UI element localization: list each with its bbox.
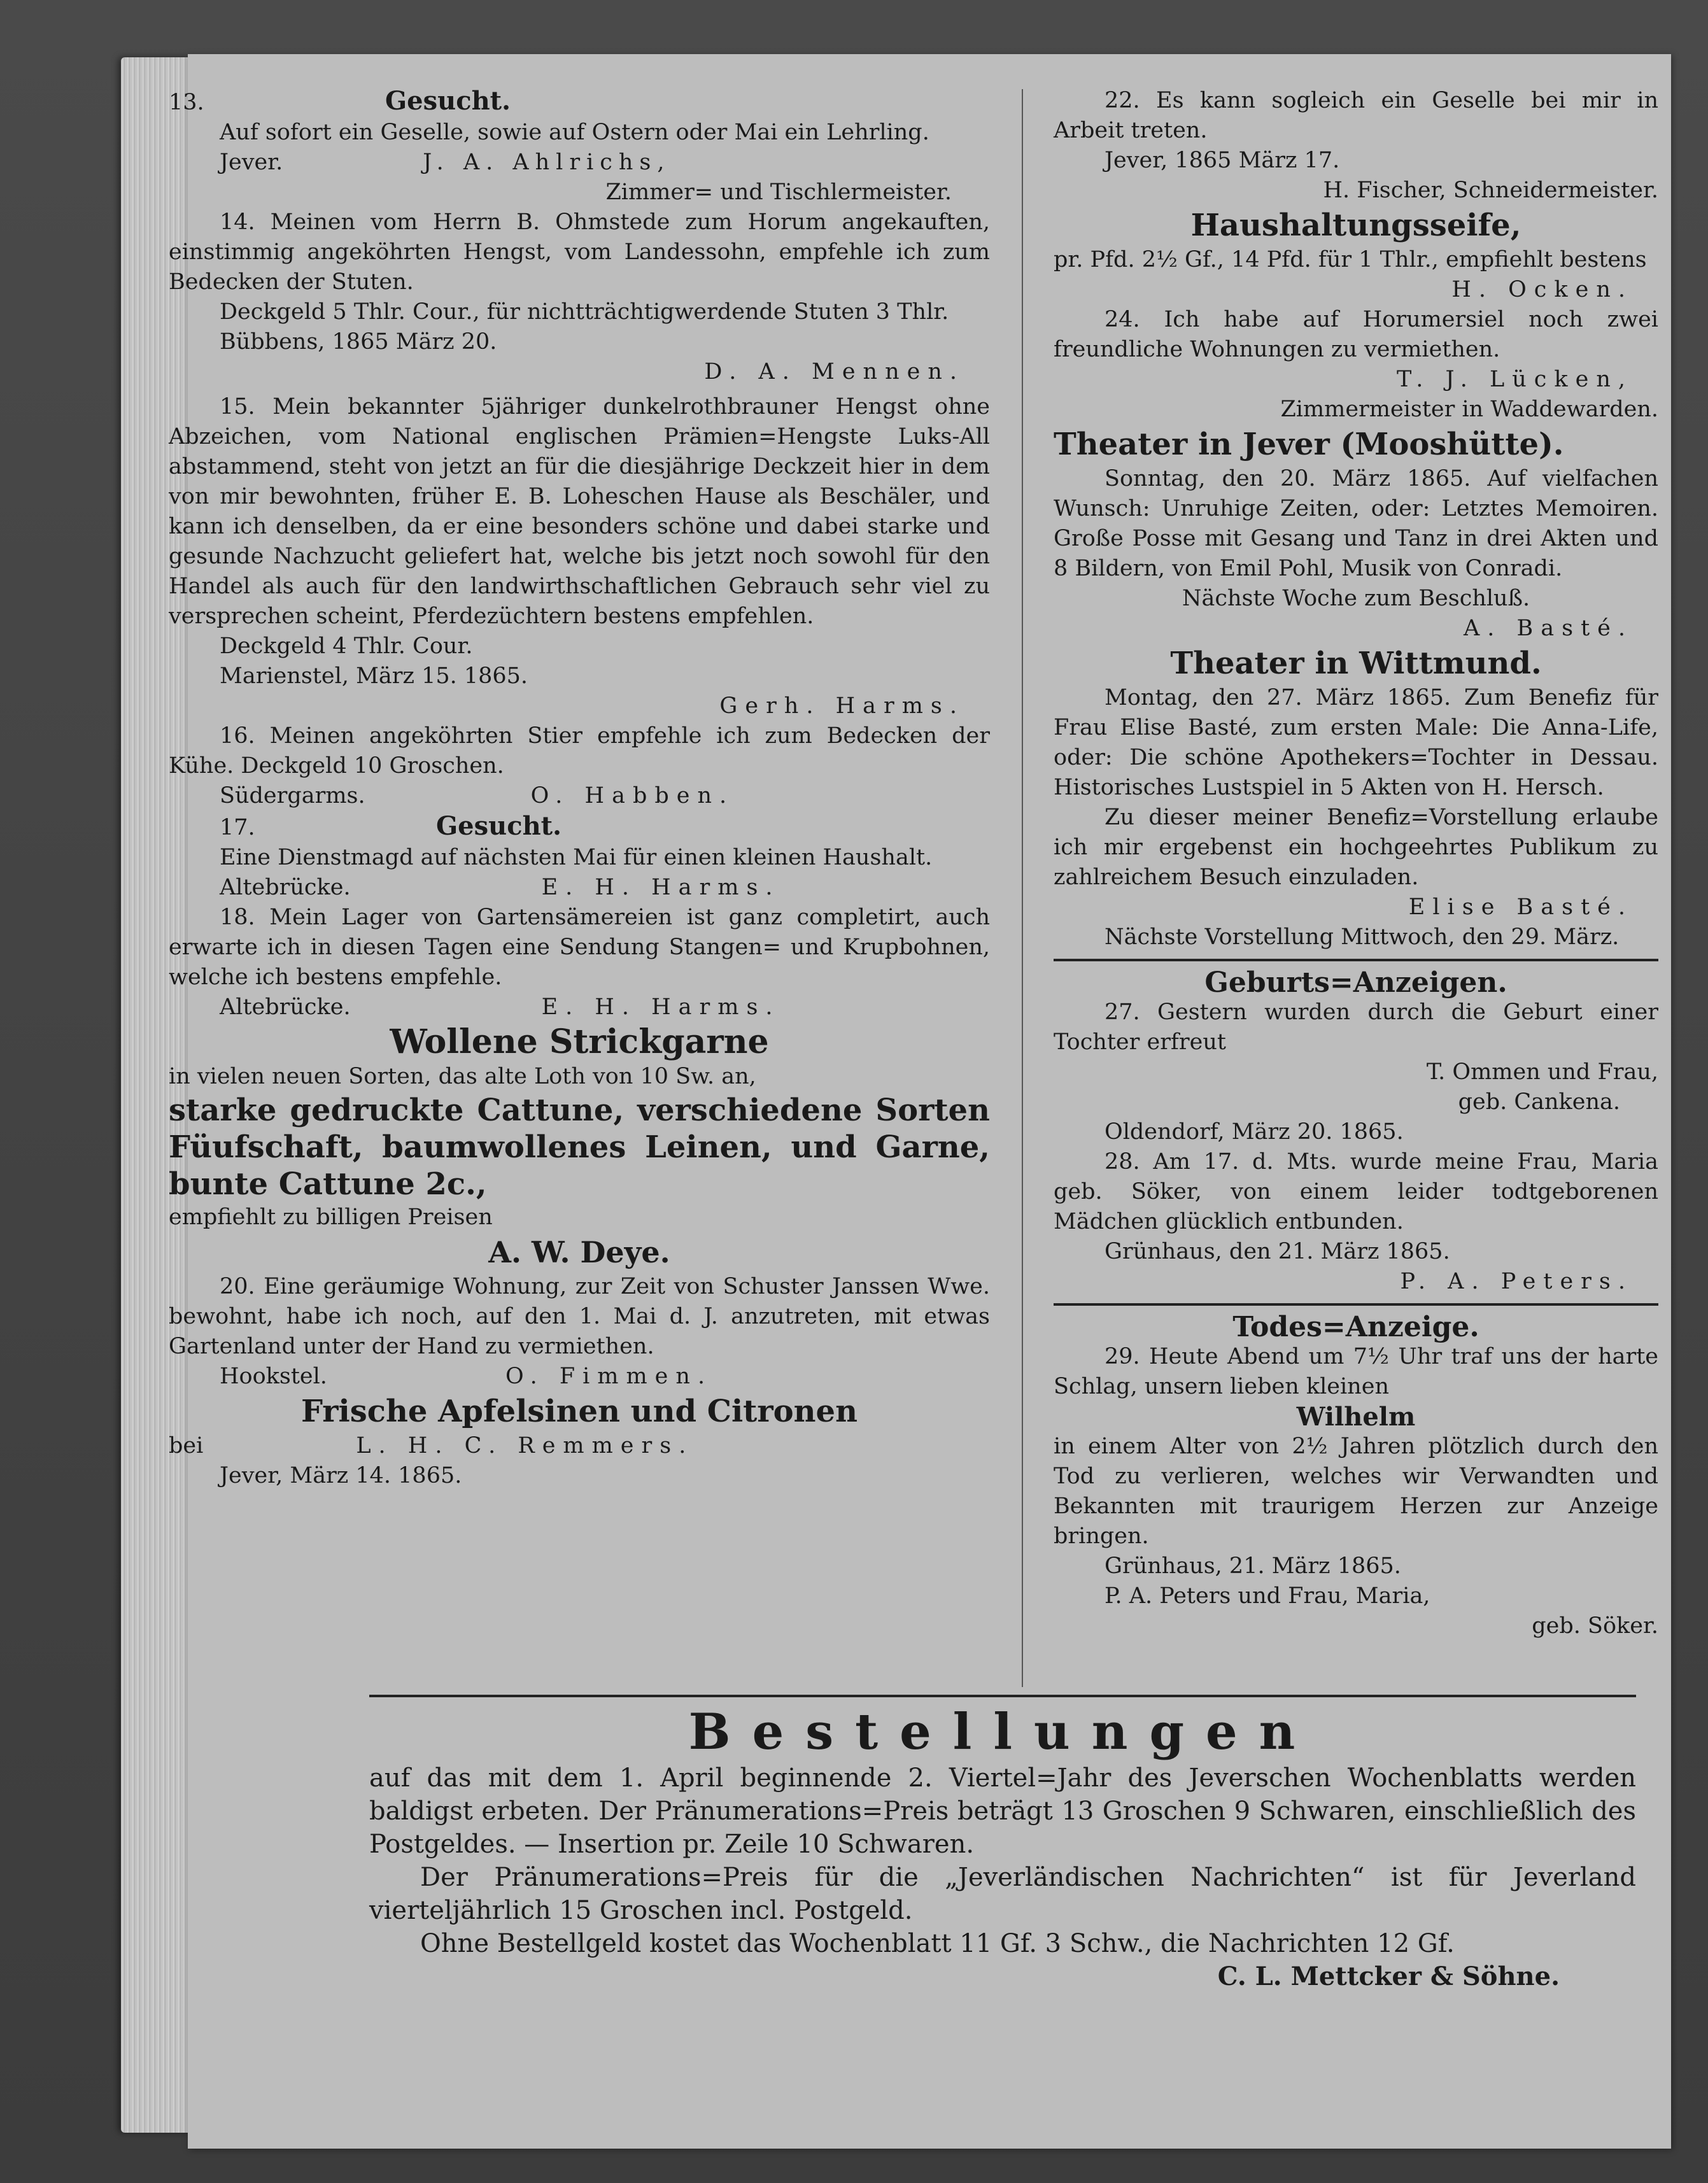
separator-rule [1054, 1303, 1658, 1306]
ad-18: 18. Mein Lager von Gartensämereien ist ganz completirt, auch erwarte ich in diesen Tagen eine Sendung Stangen= und Krupbohnen, welche ich bestens empfehle. Altebrücke. E. H. Harms. [169, 905, 990, 1020]
death-notice: Todes=Anzeige. 29. Heute Abend um 7½ Uhr traf uns der harte Schlag, unsern lieben kleinen Wilhelm in einem Alter von 2½ Jahren plötzlich durch den Tod zu verlieren, welches wir Verwandten und Bekannten mit traurigem Herzen zur Anzeige bringen. Grünhaus, 21. März 1865. P. A. Peters und Frau, Maria, geb. Söker. [1054, 1311, 1658, 1639]
ad-23: Haushaltungsseife, pr. Pfd. 2½ Gf., 14 Pfd. für 1 Thlr., empfiehlt bestens H. Ocken. [1054, 208, 1647, 302]
subscription-title: Bestellungen [688, 1703, 1317, 1761]
column-divider [1022, 89, 1023, 1687]
ad-13: 13. Gesucht. Auf sofort ein Geselle, sowie auf Ostern oder Mai ein Lehrling. Jever. J. A. Ahlrichs, Zimmer= und Tischlermeister. [169, 86, 952, 205]
ad-22: 22. Es kann sogleich ein Geselle bei mir in Arbeit treten. Jever, 1865 März 17. H. Fischer, Schneidermeister. [1054, 88, 1658, 203]
ad-19: Wollene Strickgarne in vielen neuen Sorten, das alte Loth von 10 Sw. an, starke gedruckte Cattune, verschiedene Sorten Füufschaft, baumwollenes Leinen, und Garne, bunte Cattune 2c., empfiehlt zu billigen Preisen A. W. Deye. [169, 1022, 990, 1269]
separator-rule [1054, 959, 1658, 961]
ad-15: 15. Mein bekannter 5jähriger dunkelrothbrauner Hengst ohne Abzeichen, vom National englischen Prämien=Hengste Luks-All abstammend, steht von jetzt an für die diesjährige Deckzeit hier in dem von mir bewohnten, früher E. B. Loheschen Hause als Beschäler, und kann ich denselben, da er eine besonders schöne und dabei starke und gesunde Nachzucht geliefert hat, welche bis jetzt noch sowohl für den Handel als auch für den landwirthschaftlichen Gebrauch sehr viel zu versprechen scheint, Pferdezüchtern bestens empfehlen. Deckgeld 4 Thlr. Cour. Marienstel, März 15. 1865. Gerh. Harms. [169, 394, 990, 719]
ad-25: Theater in Jever (Mooshütte). Sonntag, den 20. März 1865. Auf vielfachen Wunsch: Unruhige Zeiten, oder: Letztes Memoiren. Große Posse mit Gesang und Tanz in drei Akten und 8 Bildern, von Emil Pohl, Musik von Conradi. Nächste Woche zum Beschluß. A. Basté. [1054, 427, 1658, 641]
right-column [1054, 86, 1658, 1641]
subscription-notice: Bestellungen auf das mit dem 1. April beginnende 2. Viertel=Jahr des Jeverschen Wochenblatts werden baldigst erbeten. Der Pränumerations=Preis beträgt 13 Groschen 9 Schwaren, einschließlich des Postgeldes. — Insertion pr. Zeile 10 Schwaren. Der Pränumerations=Preis für die „Jeverländischen Nachrichten“ ist für Jeverland vierteljährlich 15 Groschen incl. Postgeld. Ohne Bestellgeld kostet das Wochenblatt 11 Gf. 3 Schw., die Nachrichten 12 Gf. C. L. Mettcker & Söhne. [369, 1703, 1636, 1991]
left-column [169, 86, 990, 1491]
ad-26: Theater in Wittmund. Montag, den 27. März 1865. Zum Benefiz für Frau Elise Basté, zum ersten Male: Die Anna-Life, oder: Die schöne Apothekers=Tochter in Dessau. Historisches Lustspiel in 5 Akten von H. Hersch. Zu dieser meiner Benefiz=Vorstellung erlaube ich mir ergebenst ein hochgeehrtes Publikum zu zahlreichem Besuch einzuladen. Elise Basté. Nächste Vorstellung Mittwoch, den 29. März. [1054, 646, 1658, 950]
ad-20: 20. Eine geräumige Wohnung, zur Zeit von Schuster Janssen Wwe. bewohnt, habe ich noch, auf den 1. Mai d. J. anzutreten, mit etwas Gartenland unter der Hand zu vermiethen. Hookstel. O. Fimmen. [169, 1274, 990, 1389]
ad-21: Frische Apfelsinen und Citronen bei L. H. C. Remmers. Jever, März 14. 1865. [169, 1394, 858, 1488]
ad-17: 17. Gesucht. Eine Dienstmagd auf nächsten Mai für einen kleinen Haushalt. Altebrücke. E. H. Harms. [220, 811, 933, 900]
ad-16: 16. Meinen angeköhrten Stier empfehle ich zum Bedecken der Kühe. Deckgeld 10 Groschen. Südergarms. O. Habben. [169, 723, 990, 809]
ad-14: 14. Meinen vom Herrn B. Ohmstede zum Horum angekauften, einstimmig angeköhrten Hengst, vom Landessohn, empfehle ich zum Bedecken der Stuten. Deckgeld 5 Thlr. Cour., für nichtträchtigwerdende Stuten 3 Thlr. Bübbens, 1865 März 20. D. A. Mennen. [169, 209, 990, 385]
bottom-separator [369, 1695, 1636, 1697]
births-section: Geburts=Anzeigen. 27. Gestern wurden durch die Geburt einer Tochter erfreut T. Ommen und Frau, geb. Cankena. Oldendorf, März 20. 1865. 28. Am 17. d. Mts. wurde meine Frau, Maria geb. Söker, von einem leider todtgeborenen Mädchen glücklich entbunden. Grünhaus, den 21. März 1865. P. A. Peters. [1054, 966, 1658, 1294]
ad-24: 24. Ich habe auf Horumersiel noch zwei freundliche Wohnungen zu vermiethen. T. J. Lücken, Zimmermeister in Waddewarden. [1054, 307, 1658, 422]
